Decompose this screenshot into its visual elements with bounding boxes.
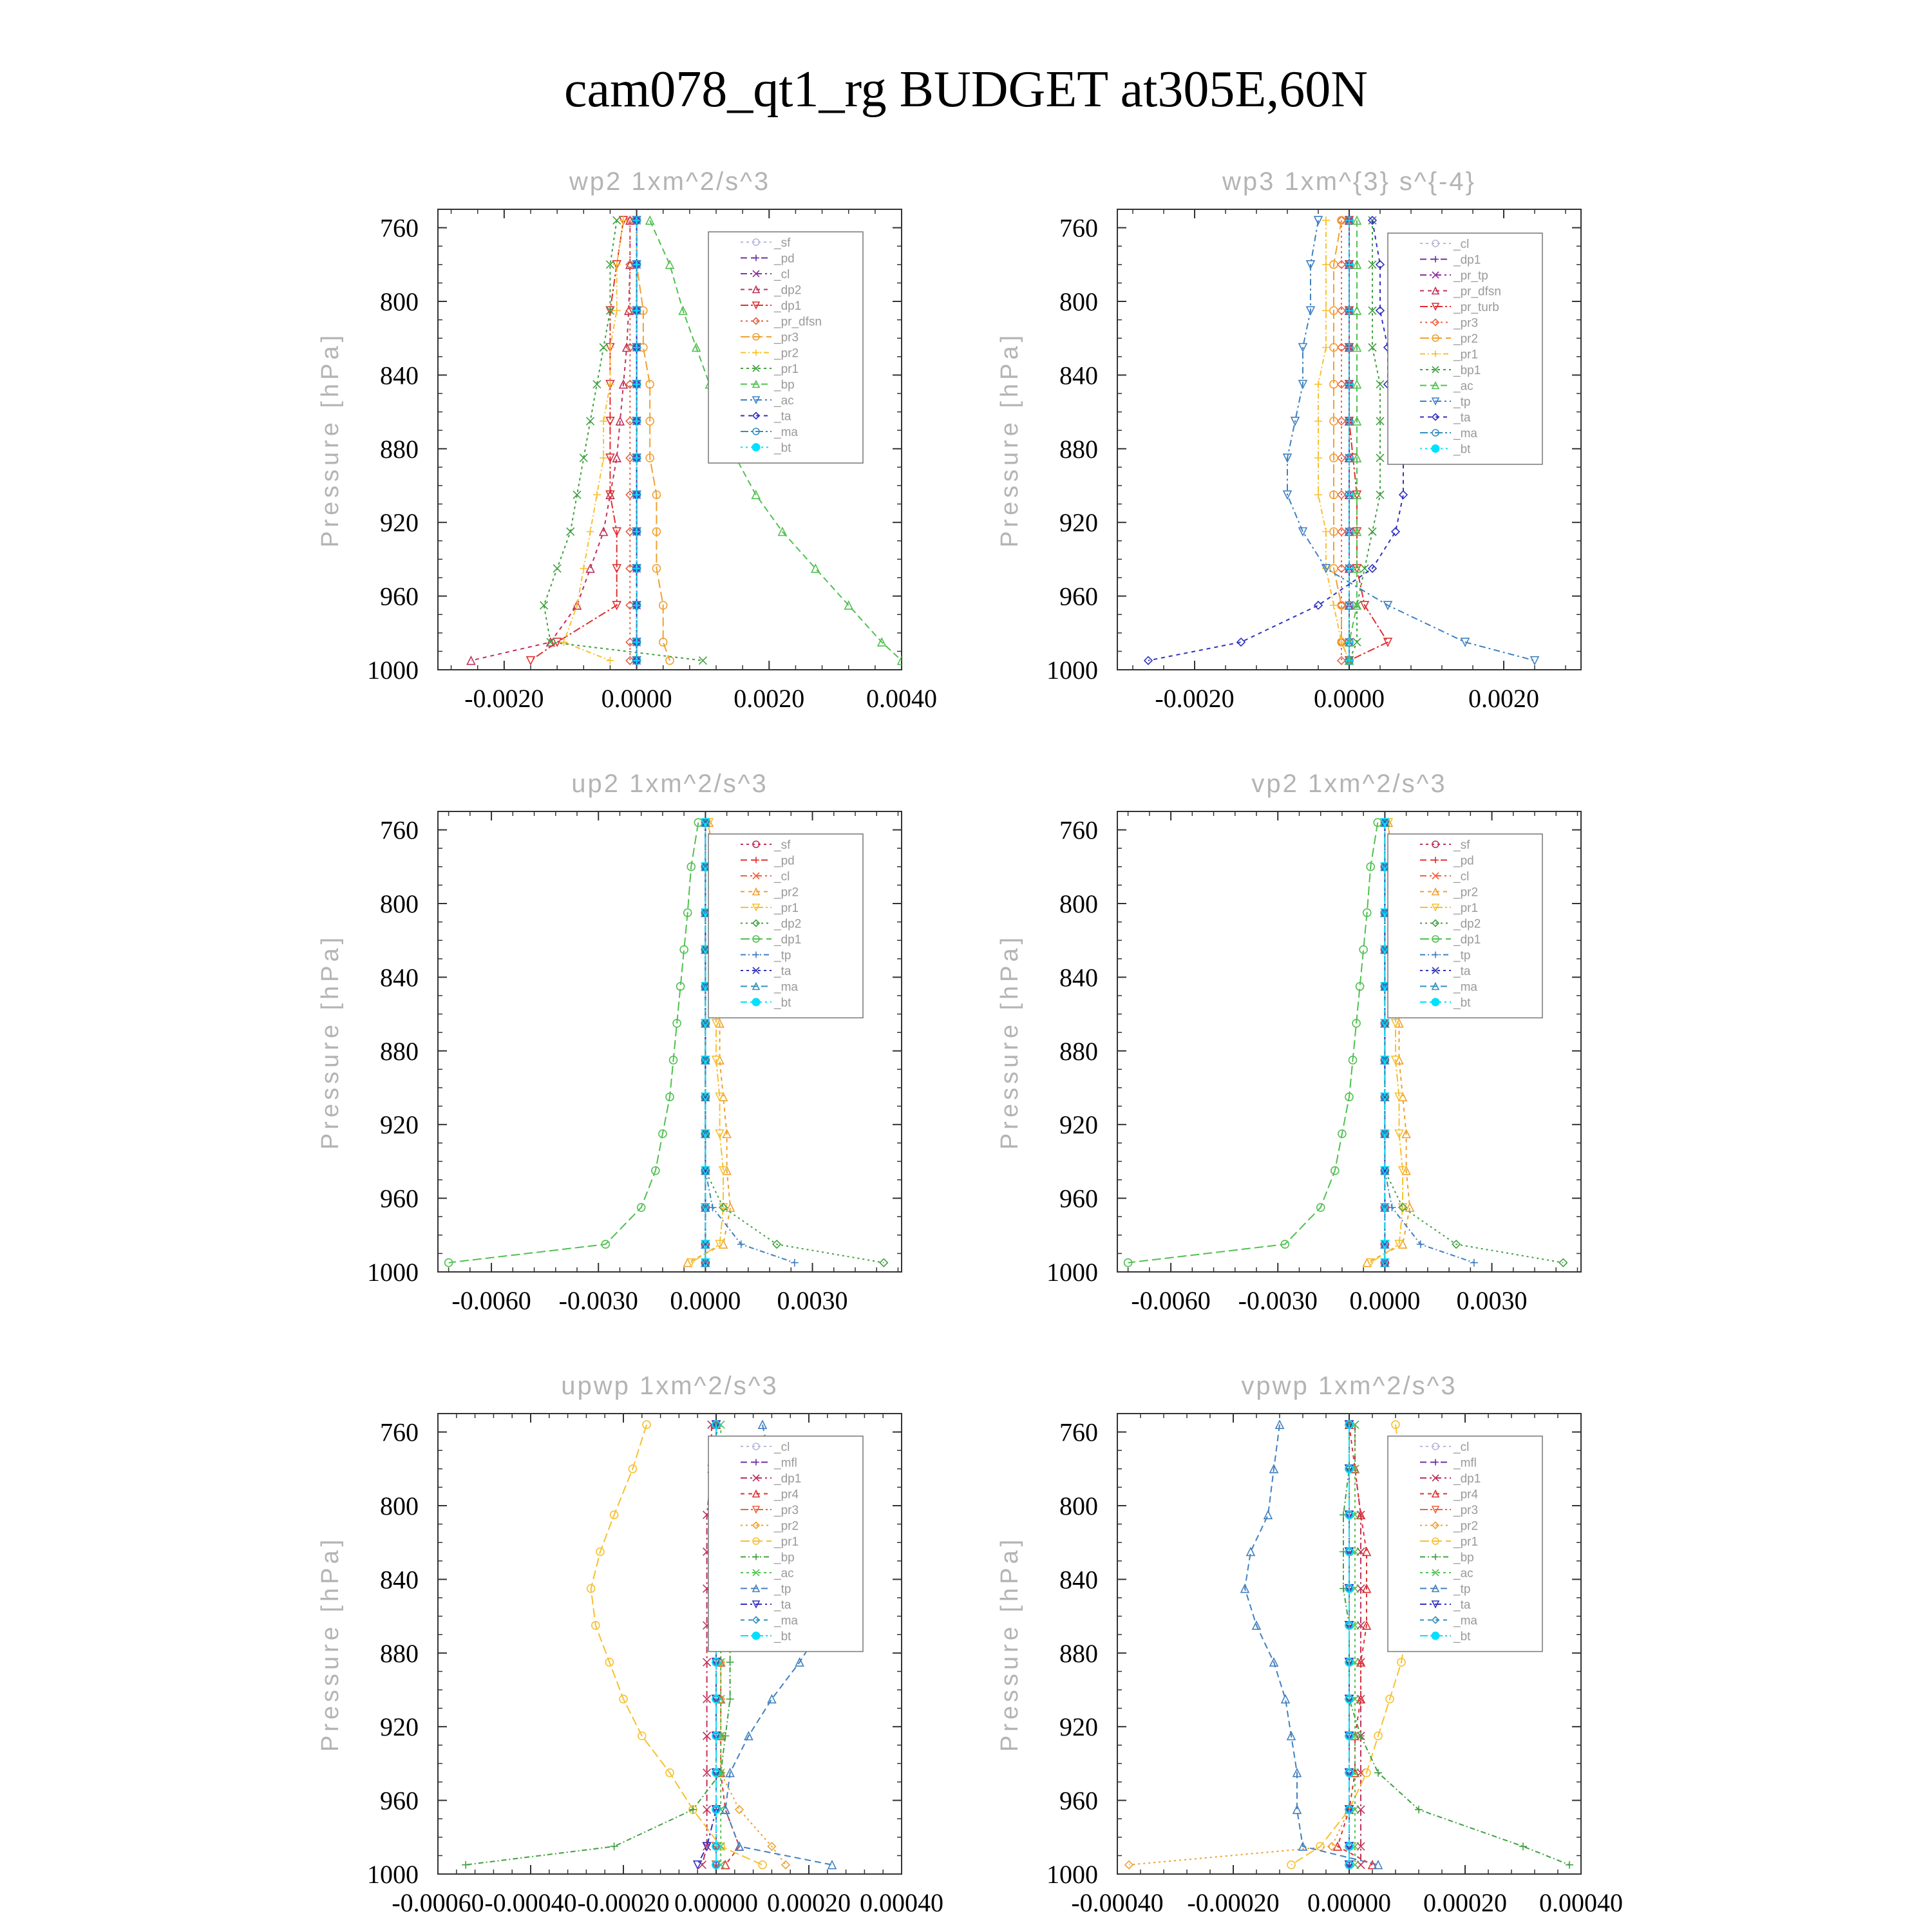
y-tick-label: 800 xyxy=(1059,889,1098,918)
panel-title: up2 1xm^2/s^3 xyxy=(571,770,768,798)
data-point xyxy=(611,1842,618,1850)
legend-marker xyxy=(1432,1632,1439,1640)
x-tick-label: -0.0060 xyxy=(451,1286,531,1315)
x-tick-label: -0.0020 xyxy=(1155,684,1235,713)
chart-panel-1 xyxy=(317,167,937,713)
data-point xyxy=(1376,381,1384,388)
legend-label: _pr1 xyxy=(1454,348,1479,362)
y-tick-label: 880 xyxy=(380,1036,419,1066)
data-point xyxy=(1314,491,1322,498)
data-point xyxy=(1470,1259,1478,1267)
x-tick-label: 0.0020 xyxy=(734,684,805,713)
legend-label: _cl xyxy=(1454,1441,1470,1454)
legend-label: _mfl xyxy=(774,1456,797,1470)
legend-label: _ta xyxy=(774,965,791,978)
x-tick-label: 0.00040 xyxy=(1539,1888,1623,1917)
data-point xyxy=(587,417,594,425)
data-point xyxy=(1338,657,1345,665)
legend-label: _pd xyxy=(774,252,795,266)
legend-label: _pr1 xyxy=(1454,1535,1479,1549)
legend-label: _pr4 xyxy=(774,1488,799,1502)
y-tick-label: 960 xyxy=(1059,582,1098,611)
legend-label: _dp2 xyxy=(774,283,802,298)
legend-label: _bp1 xyxy=(1454,364,1481,377)
data-point xyxy=(1353,638,1361,646)
x-tick-label: 0.0030 xyxy=(777,1286,848,1315)
data-point xyxy=(721,1732,729,1740)
legend-label: _pr4 xyxy=(1454,1488,1479,1502)
y-tick-label: 920 xyxy=(380,1110,419,1140)
y-tick-label: 920 xyxy=(380,508,419,538)
x-tick-label: -0.00040 xyxy=(1071,1888,1164,1917)
x-tick-label: 0.0000 xyxy=(1314,684,1385,713)
legend-label: _cl xyxy=(1454,238,1470,251)
data-point xyxy=(1566,1861,1573,1869)
legend xyxy=(708,232,863,463)
x-tick-label: 0.0000 xyxy=(1349,1286,1421,1315)
legend-label: _bp xyxy=(1454,1551,1474,1565)
legend-label: _pr3 xyxy=(774,331,799,345)
legend xyxy=(1388,233,1542,464)
data-point xyxy=(600,454,607,462)
data-point xyxy=(593,491,601,498)
legend-label: _sf xyxy=(774,838,791,852)
y-tick-label: 800 xyxy=(1059,1492,1098,1520)
legend-label: _ma xyxy=(774,426,798,439)
x-tick-label: 0.0000 xyxy=(601,684,672,713)
panel-title: vpwp 1xm^2/s^3 xyxy=(1241,1372,1457,1400)
x-tick-label: 0.00040 xyxy=(860,1888,943,1917)
data-point xyxy=(600,344,607,352)
legend-label: _pr1 xyxy=(774,902,799,915)
legend-label: _ta xyxy=(1454,965,1471,978)
data-point xyxy=(567,528,574,536)
data-point xyxy=(1338,528,1345,536)
x-tick-label: 0.00000 xyxy=(674,1888,758,1917)
data-point xyxy=(666,261,674,269)
data-point xyxy=(547,638,554,646)
series-line-pr3 xyxy=(637,220,670,661)
data-point xyxy=(1314,417,1322,425)
legend-label: _ta xyxy=(1454,411,1471,425)
y-axis-label: Pressure [hPa] xyxy=(317,933,344,1150)
y-tick-label: 880 xyxy=(1059,434,1098,464)
legend-label: _dp1 xyxy=(1454,1472,1481,1486)
panels-container xyxy=(317,167,1623,1917)
data-point xyxy=(708,1204,716,1211)
data-point xyxy=(694,1861,701,1869)
y-tick-label: 840 xyxy=(380,963,419,992)
y-axis-label: Pressure [hPa] xyxy=(317,331,344,548)
y-axis-label: Pressure [hPa] xyxy=(996,933,1023,1150)
series-line-pr2 xyxy=(1129,1425,1349,1865)
y-tick-label: 880 xyxy=(380,1638,419,1668)
data-point xyxy=(737,1240,745,1248)
data-point xyxy=(1314,454,1322,462)
legend-label: _tp xyxy=(1454,1582,1471,1596)
x-tick-label: 0.0020 xyxy=(1468,684,1539,713)
legend-label: _tp xyxy=(774,949,791,963)
legend-label: _pr3 xyxy=(1454,316,1479,330)
x-tick-label: -0.00040 xyxy=(484,1888,577,1917)
data-point xyxy=(1519,1842,1527,1850)
legend-label: _ma xyxy=(1454,427,1477,440)
series-line-dp1 xyxy=(531,220,623,661)
y-axis-label: Pressure [hPa] xyxy=(317,1535,344,1752)
data-point xyxy=(580,565,587,573)
series-line-bp xyxy=(466,1425,730,1865)
legend-label: _pd xyxy=(1454,854,1474,868)
series-line-dp1 xyxy=(449,822,699,1263)
x-tick-label: -0.00020 xyxy=(577,1888,670,1917)
legend-label: _dp1 xyxy=(1454,253,1481,267)
legend-label: _pd xyxy=(774,854,795,868)
legend-marker xyxy=(752,998,760,1006)
panel-title: vp2 1xm^2/s^3 xyxy=(1251,770,1447,798)
y-tick-label: 840 xyxy=(380,361,419,390)
legend-label: _pr2 xyxy=(1454,886,1479,900)
x-tick-label: -0.00020 xyxy=(1187,1888,1280,1917)
y-tick-label: 760 xyxy=(380,1417,419,1447)
y-tick-label: 920 xyxy=(1059,508,1098,538)
legend-label: _pr2 xyxy=(774,346,799,361)
figure-title: cam078_qt1_rg BUDGET at305E,60N xyxy=(564,61,1368,118)
legend-label: _pr3 xyxy=(1454,1504,1479,1517)
x-tick-label: 0.00020 xyxy=(767,1888,851,1917)
y-tick-label: 960 xyxy=(380,1786,419,1815)
legend xyxy=(708,834,863,1018)
legend-label: _sf xyxy=(1454,838,1470,852)
legend-label: _pr_dfsn xyxy=(774,315,822,329)
legend-label: _bp xyxy=(774,1551,795,1565)
x-tick-label: -0.0030 xyxy=(1238,1286,1318,1315)
legend-label: _pr3 xyxy=(774,1504,799,1517)
y-tick-label: 760 xyxy=(1059,213,1098,243)
data-point xyxy=(553,565,561,573)
data-point xyxy=(1322,216,1330,224)
y-tick-label: 800 xyxy=(380,1492,419,1520)
series-line-tp xyxy=(1245,1425,1378,1865)
legend-label: _ta xyxy=(774,410,791,424)
y-tick-label: 760 xyxy=(1059,1417,1098,1447)
y-tick-label: 760 xyxy=(1059,815,1098,845)
panel-title: wp2 1xm^2/s^3 xyxy=(569,167,771,196)
data-point xyxy=(782,1861,790,1869)
data-point xyxy=(462,1861,469,1869)
y-tick-label: 920 xyxy=(1059,1712,1098,1742)
data-point xyxy=(606,657,614,665)
data-point xyxy=(600,417,607,425)
y-tick-label: 1000 xyxy=(367,1860,419,1889)
legend-label: _dp1 xyxy=(774,299,802,313)
chart-panel-4 xyxy=(996,770,1581,1315)
x-tick-label: -0.0020 xyxy=(464,684,544,713)
legend-label: _pr2 xyxy=(774,886,799,900)
data-point xyxy=(1322,528,1330,536)
series-line-ta xyxy=(1148,220,1403,661)
y-tick-label: 760 xyxy=(380,213,419,243)
panel-title: upwp 1xm^2/s^3 xyxy=(561,1372,779,1400)
y-tick-label: 840 xyxy=(380,1565,419,1595)
legend xyxy=(708,1436,863,1652)
data-point xyxy=(1417,1240,1425,1248)
chart-panel-5 xyxy=(317,1372,943,1917)
legend-label: _cl xyxy=(774,268,790,281)
x-tick-label: -0.00060 xyxy=(392,1888,484,1917)
data-point xyxy=(1374,1769,1382,1777)
data-point xyxy=(1376,454,1384,462)
legend-label: _ma xyxy=(774,1614,798,1628)
legend-label: _ta xyxy=(774,1598,791,1612)
data-point xyxy=(726,1695,734,1703)
legend-label: _dp1 xyxy=(774,933,802,947)
legend-label: _pr1 xyxy=(1454,902,1479,915)
y-tick-label: 760 xyxy=(380,815,419,845)
data-point xyxy=(1531,657,1539,665)
legend-label: _tp xyxy=(1454,395,1471,409)
legend-marker xyxy=(1432,998,1439,1006)
y-tick-label: 800 xyxy=(380,889,419,918)
data-point xyxy=(606,381,614,388)
y-tick-label: 800 xyxy=(380,287,419,316)
data-point xyxy=(1338,417,1345,425)
x-tick-label: 0.0030 xyxy=(1456,1286,1528,1315)
data-point xyxy=(587,565,594,573)
legend-label: _dp1 xyxy=(1454,933,1481,947)
y-tick-label: 1000 xyxy=(1046,1258,1098,1287)
y-tick-label: 960 xyxy=(1059,1786,1098,1815)
data-point xyxy=(791,1259,799,1267)
data-point xyxy=(613,261,621,269)
legend-label: _tp xyxy=(1454,949,1471,963)
y-tick-label: 1000 xyxy=(367,656,419,685)
chart-panel-3 xyxy=(317,770,902,1315)
x-tick-label: 0.0040 xyxy=(866,684,937,713)
series-line-dp1 xyxy=(1355,1425,1361,1865)
legend-label: _ma xyxy=(774,980,798,994)
data-point xyxy=(1322,307,1330,314)
y-tick-label: 920 xyxy=(380,1712,419,1742)
y-tick-label: 960 xyxy=(380,582,419,611)
x-tick-label: -0.0030 xyxy=(558,1286,638,1315)
y-tick-label: 800 xyxy=(1059,287,1098,316)
legend-label: _pr1 xyxy=(774,1535,799,1549)
legend xyxy=(1388,1436,1542,1652)
legend-label: _pr2 xyxy=(1454,332,1479,346)
y-tick-label: 920 xyxy=(1059,1110,1098,1140)
data-point xyxy=(726,1658,734,1666)
legend-label: _pr_tp xyxy=(1454,269,1488,283)
legend-label: _sf xyxy=(774,236,791,250)
chart-panel-6 xyxy=(996,1372,1623,1917)
data-point xyxy=(759,1861,766,1869)
y-tick-label: 840 xyxy=(1059,361,1098,390)
y-tick-label: 960 xyxy=(380,1184,419,1213)
data-point xyxy=(1415,1806,1423,1814)
legend-label: _cl xyxy=(774,1441,790,1454)
series-line-ac xyxy=(1349,220,1357,661)
data-point xyxy=(606,344,614,352)
y-tick-label: 1000 xyxy=(1046,1860,1098,1889)
data-point xyxy=(1322,344,1330,352)
legend-label: _cl xyxy=(774,870,790,884)
legend-label: _pr_turb xyxy=(1454,301,1499,314)
legend-label: _pr_dfsn xyxy=(1454,285,1501,299)
legend-label: _bt xyxy=(774,1630,791,1643)
data-point xyxy=(587,528,594,536)
legend-label: _cl xyxy=(1454,870,1470,884)
legend-label: _bt xyxy=(1454,442,1471,457)
legend xyxy=(1388,834,1542,1018)
chart-panel-2 xyxy=(996,167,1581,713)
y-tick-label: 880 xyxy=(1059,1638,1098,1668)
y-axis-label: Pressure [hPa] xyxy=(996,331,1023,548)
legend-marker xyxy=(1432,445,1439,453)
series-line-bp1 xyxy=(1349,220,1380,661)
legend-label: _bt xyxy=(1454,996,1471,1010)
series-line-pr2 xyxy=(1334,220,1349,661)
legend-marker xyxy=(752,444,760,451)
data-point xyxy=(613,307,621,314)
legend-label: _bp xyxy=(774,378,795,392)
y-tick-label: 960 xyxy=(1059,1184,1098,1213)
legend-label: _ac xyxy=(774,1567,794,1580)
legend-label: _dp2 xyxy=(1454,917,1481,931)
y-tick-label: 840 xyxy=(1059,1565,1098,1595)
data-point xyxy=(659,638,667,646)
legend-label: _dp2 xyxy=(774,917,802,931)
y-axis-label: Pressure [hPa] xyxy=(996,1535,1023,1752)
series-line-dp2 xyxy=(471,220,630,661)
data-point xyxy=(1330,601,1338,609)
y-tick-label: 880 xyxy=(1059,1036,1098,1066)
legend-label: _tp xyxy=(774,1582,791,1596)
legend-label: _ac xyxy=(1454,1567,1473,1580)
legend-label: _ma xyxy=(1454,980,1477,994)
data-point xyxy=(1314,601,1322,609)
legend-label: _bt xyxy=(1454,1630,1471,1643)
y-tick-label: 1000 xyxy=(1046,656,1098,685)
data-point xyxy=(613,216,621,224)
legend-label: _dp1 xyxy=(774,1472,802,1486)
legend-label: _pr2 xyxy=(774,1519,799,1533)
y-tick-label: 840 xyxy=(1059,963,1098,992)
legend-label: _ma xyxy=(1454,1614,1477,1628)
x-tick-label: 0.00020 xyxy=(1423,1888,1507,1917)
legend-marker xyxy=(752,1632,760,1640)
x-tick-label: 0.00000 xyxy=(1307,1888,1391,1917)
data-point xyxy=(620,216,627,224)
y-tick-label: 880 xyxy=(380,434,419,464)
series-line-dp1 xyxy=(1128,822,1378,1263)
series-line-pr2 xyxy=(564,220,623,661)
x-tick-label: 0.0000 xyxy=(670,1286,741,1315)
data-point xyxy=(1322,261,1330,269)
x-tick-label: -0.0060 xyxy=(1131,1286,1211,1315)
legend-label: _mfl xyxy=(1454,1456,1477,1470)
data-point xyxy=(1314,381,1322,388)
legend-label: _pr1 xyxy=(774,363,799,376)
series-line-pr1 xyxy=(544,220,703,661)
data-point xyxy=(1388,1204,1396,1211)
legend-label: _pr2 xyxy=(1454,1519,1479,1533)
legend-label: _bt xyxy=(774,441,791,455)
legend-label: _ta xyxy=(1454,1598,1471,1612)
legend-label: _bt xyxy=(774,996,791,1010)
panel-title: wp3 1xm^{3} s^{-4} xyxy=(1222,167,1476,196)
legend-label: _ac xyxy=(774,394,794,408)
y-tick-label: 1000 xyxy=(367,1258,419,1287)
legend-label: _ac xyxy=(1454,379,1473,393)
